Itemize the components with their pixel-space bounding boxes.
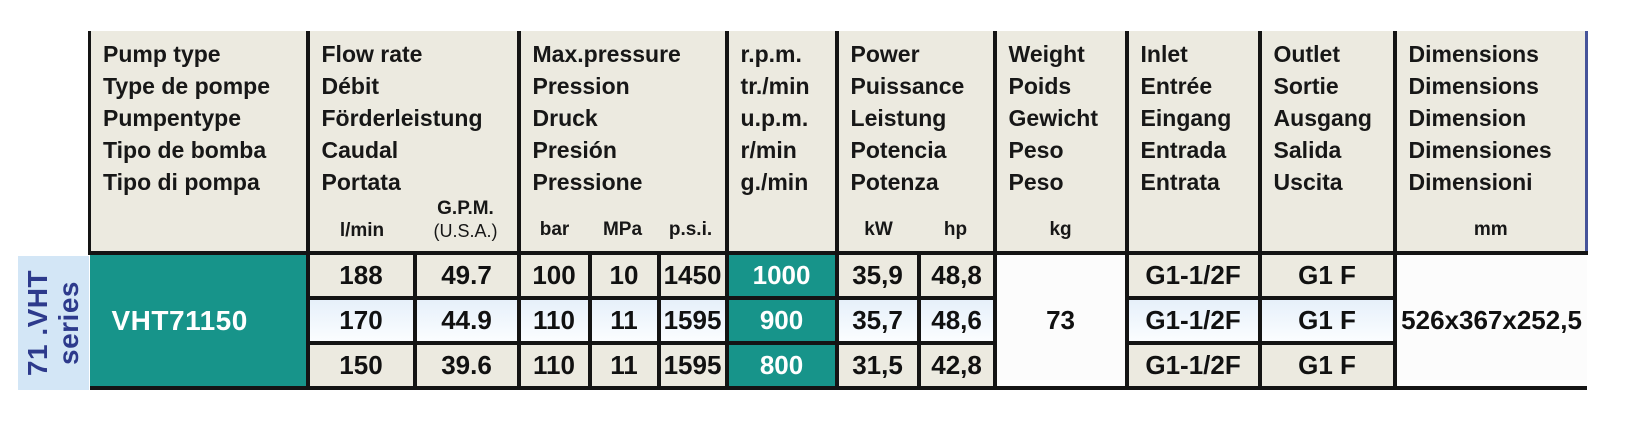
flow-units-row — [310, 198, 517, 242]
unit-mm: mm — [1473, 219, 1508, 240]
hp-value: 42,8 — [919, 343, 995, 388]
kw-value: 35,9 — [837, 253, 919, 298]
header-flow-rate-labels: Flow rate Débit Förderleistung Caudal Portata — [321, 41, 483, 195]
dimensions-value: 526x367x252,5 — [1395, 253, 1587, 388]
rpm-value: 800 — [727, 343, 837, 388]
gpm-value: 49.7 — [415, 253, 519, 298]
unit-kg: kg — [1049, 219, 1072, 240]
header-power — [837, 31, 995, 253]
table-body — [90, 253, 1587, 388]
pump-spec-table — [88, 31, 1588, 390]
unit-gpm-main: G.P.M. — [437, 198, 494, 219]
header-pump-type-labels: Pump type Type de pompe Pumpentype Tipo de bomba Tipo di pompa — [103, 41, 270, 195]
power-units-row — [839, 219, 993, 241]
hp-value: 48,6 — [919, 298, 995, 343]
header-weight-labels: Weight Poids Gewicht Peso Peso — [1008, 41, 1099, 195]
lmin-value: 188 — [308, 253, 415, 298]
inlet-value: G1-1/2F — [1127, 343, 1260, 388]
unit-bar: bar — [539, 219, 570, 240]
bar-value: 100 — [519, 253, 590, 298]
header-pump-type — [90, 31, 308, 253]
series-label-line2: series — [53, 281, 85, 365]
header-inlet-labels: Inlet Entrée Eingang Entrada Entrata — [1140, 41, 1232, 195]
weight-value: 73 — [995, 253, 1127, 388]
table-row — [90, 298, 1587, 343]
gpm-value: 44.9 — [415, 298, 519, 343]
table-row — [90, 253, 1587, 298]
unit-lmin: l/min — [339, 220, 385, 241]
outlet-value: G1 F — [1260, 343, 1395, 388]
unit-gpm — [414, 198, 516, 242]
bar-value: 110 — [519, 343, 590, 388]
unit-kw: kW — [864, 219, 893, 240]
bar-value: 110 — [519, 298, 590, 343]
table-row — [90, 343, 1587, 388]
table-header — [90, 31, 1587, 253]
hp-value: 48,8 — [919, 253, 995, 298]
inlet-value: G1-1/2F — [1127, 253, 1260, 298]
mpa-value: 10 — [590, 253, 659, 298]
dimensions-units-row — [1397, 219, 1586, 241]
inlet-value: G1-1/2F — [1127, 298, 1260, 343]
pressure-units-row — [521, 219, 725, 241]
pump-name-cell: VHT71150 — [90, 253, 308, 388]
header-outlet — [1260, 31, 1395, 253]
gpm-value: 39.6 — [415, 343, 519, 388]
header-flow-rate — [308, 31, 519, 253]
header-max-pressure — [519, 31, 727, 253]
unit-mpa: MPa — [602, 219, 643, 240]
kw-value: 31,5 — [837, 343, 919, 388]
series-label-line1: 71 .VHT — [22, 269, 54, 377]
lmin-value: 150 — [308, 343, 415, 388]
header-rpm-labels: r.p.m. tr./min u.p.m. r/min g./min — [740, 41, 810, 195]
rpm-value: 900 — [727, 298, 837, 343]
header-outlet-labels: Outlet Sortie Ausgang Salida Uscita — [1273, 41, 1372, 195]
psi-value: 1595 — [659, 298, 727, 343]
psi-value: 1450 — [659, 253, 727, 298]
header-dimensions-labels: Dimensions Dimensions Dimension Dimensiones Dimensioni — [1408, 41, 1552, 195]
unit-gpm-note: (U.S.A.) — [433, 221, 498, 241]
header-rpm — [727, 31, 837, 253]
unit-hp: hp — [943, 219, 968, 240]
kw-value: 35,7 — [837, 298, 919, 343]
outlet-value: G1 F — [1260, 298, 1395, 343]
weight-units-row — [997, 219, 1125, 241]
header-weight — [995, 31, 1127, 253]
rpm-value: 1000 — [727, 253, 837, 298]
mpa-value: 11 — [590, 298, 659, 343]
header-power-labels: Power Puissance Leistung Potencia Potenza — [850, 41, 965, 195]
header-max-pressure-labels: Max.pressure Pression Druck Presión Pressione — [532, 41, 681, 195]
series-tab — [18, 256, 89, 390]
header-inlet — [1127, 31, 1260, 253]
psi-value: 1595 — [659, 343, 727, 388]
unit-psi: p.s.i. — [668, 219, 713, 240]
lmin-value: 170 — [308, 298, 415, 343]
outlet-value: G1 F — [1260, 253, 1395, 298]
series-label — [23, 270, 85, 376]
header-dimensions — [1395, 31, 1587, 253]
mpa-value: 11 — [590, 343, 659, 388]
